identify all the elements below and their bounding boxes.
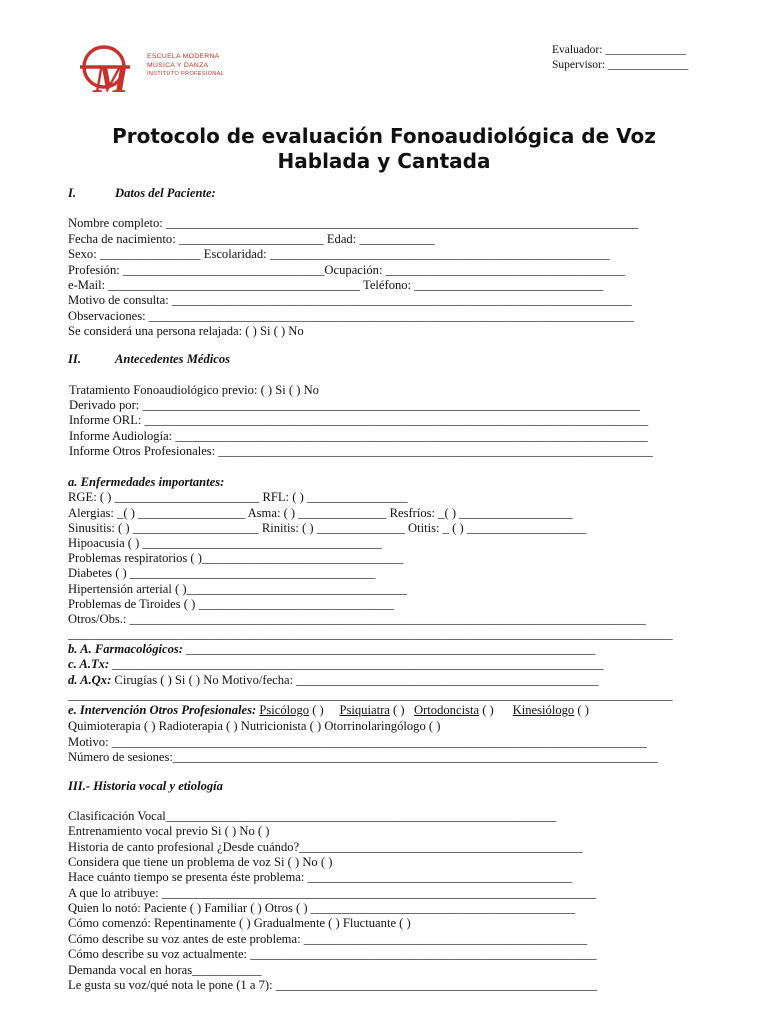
farmacologicos-row[interactable] — [68, 642, 595, 657]
voz-actual-field[interactable]: Cómo describe su voz actualmente: _______________________________________________________ — [68, 947, 597, 961]
clasificacion-vocal-field[interactable]: Clasificación Vocal______________________________________________________________ — [68, 809, 557, 823]
sinusitis-row[interactable]: Sinusitis: ( ) ____________________ Rinitis: ( ) ______________ Otitis: _ ( ) ___________________ — [68, 521, 587, 535]
other-professionals-row — [68, 703, 589, 718]
numero-sesiones-field[interactable]: Número de sesiones:_____________________________________________________________________________ — [68, 750, 658, 764]
logo-text — [147, 52, 224, 80]
psiquiatra-label: Psiquiatra — [339, 703, 390, 717]
email-field[interactable]: e-Mail: ________________________________________ Teléfono: ______________________________ — [68, 278, 604, 292]
atx-row[interactable] — [68, 657, 603, 672]
profesion-field[interactable]: Profesión: ________________________________Ocupación: ______________________________________ — [68, 263, 625, 277]
aqx-extra-line[interactable]: ________________________________________________________________________________________________ — [68, 688, 673, 702]
rge-rfl-field[interactable]: RGE: ( ) _______________________ RFL: ( ) ________________ — [68, 490, 408, 504]
problemas-respiratorios-field[interactable]: Problemas respiratorios ( )________________________________ — [68, 551, 404, 565]
section-2-title: Antecedentes Médicos — [115, 352, 231, 366]
logo-line-1: ESCUELA MODERNA — [147, 53, 220, 60]
motivo-field[interactable]: Motivo de consulta: _________________________________________________________________________ — [68, 293, 632, 307]
voz-antes-field[interactable]: Cómo describe su voz antes de este problema: _____________________________________________ — [68, 932, 588, 946]
section-1-number: I. — [68, 186, 77, 200]
aqx-row[interactable] — [68, 673, 599, 688]
informe-orl-field[interactable]: Informe ORL: ________________________________________________________________________________ — [69, 413, 649, 427]
section-3-title: III.- Historia vocal y etiología — [68, 779, 223, 793]
logo-line-2: MÚSICA Y DANZA — [147, 62, 209, 70]
historia-canto-field[interactable]: Historia de canto profesional ¿Desde cuándo?_____________________________________________ — [68, 840, 583, 854]
kinesiologo-checkbox[interactable]: ( ) — [574, 703, 589, 717]
other-professionals-title: e. Intervención Otros Profesionales: — [68, 703, 257, 717]
logo-line-3: INSTITUTO PROFESIONAL — [147, 71, 225, 78]
supervisor-field[interactable]: Supervisor: ______________ — [552, 59, 689, 71]
hipoacusia-field[interactable]: Hipoacusia ( ) ______________________________________ — [68, 536, 382, 550]
sexo-field[interactable]: Sexo: ________________ Escolaridad: ______________________________________________________ — [68, 247, 610, 261]
header-fields — [552, 43, 688, 73]
hace-cuanto-field[interactable]: Hace cuánto tiempo se presenta éste problema: __________________________________________ — [68, 870, 573, 884]
atx-line[interactable]: ______________________________________________________________________________ — [109, 657, 604, 671]
relajada-field[interactable]: Se considerá una persona relajada: ( ) Si ( ) No — [68, 324, 304, 338]
tiroides-field[interactable]: Problemas de Tiroides ( ) _______________________________ — [68, 597, 394, 611]
farmacologicos-line[interactable]: _________________________________________________________________ — [182, 642, 596, 656]
diabetes-field[interactable]: Diabetes ( ) _______________________________________ — [68, 566, 376, 580]
svg-text:M: M — [93, 56, 129, 98]
quien-noto-field[interactable]: Quien lo notó: Paciente ( ) Familiar ( ) Otros ( ) __________________________________________ — [68, 901, 576, 915]
psicologo-checkbox[interactable]: ( ) — [309, 703, 324, 717]
demanda-vocal-field[interactable]: Demanda vocal en horas___________ — [68, 963, 262, 977]
evaluador-field[interactable]: Evaluador: ______________ — [552, 44, 686, 56]
ortodoncista-checkbox[interactable]: ( ) — [479, 703, 494, 717]
psiquiatra-checkbox[interactable]: ( ) — [389, 703, 405, 717]
considera-problema-field[interactable]: Considera que tiene un problema de voz Si ( ) No ( ) — [68, 855, 333, 869]
section-a-title: a. Enfermedades importantes: — [68, 475, 225, 489]
section-2-number: II. — [68, 352, 81, 366]
atx-label: c. A.Tx: — [68, 657, 110, 671]
title-line-1: Protocolo de evaluación Fonoaudiológica de Voz — [112, 124, 656, 148]
farmacologicos-label: b. A. Farmacológicos: — [68, 642, 183, 656]
professionals-row-2[interactable]: Quimioterapia ( ) Radioterapia ( ) Nutricionista ( ) Otorrinolaringólogo ( ) — [68, 719, 441, 733]
ortodoncista-label: Ortodoncista — [414, 703, 480, 717]
como-comenzo-field[interactable]: Cómo comenzó: Repentinamente ( ) Gradualmente ( ) Fluctuante ( ) — [68, 916, 411, 930]
tratamiento-field[interactable]: Tratamiento Fonoaudiológico previo: ( ) Si ( ) No — [69, 383, 319, 397]
nombre-field[interactable]: Nombre completo: ___________________________________________________________________________ — [68, 216, 639, 230]
hipertension-field[interactable]: Hipertensión arterial ( )___________________________________ — [68, 582, 407, 596]
observaciones-field[interactable]: Observaciones: _____________________________________________________________________________ — [68, 309, 634, 323]
otros-obs-field[interactable]: Otros/Obs.: __________________________________________________________________________________ — [68, 612, 646, 626]
page-title — [0, 124, 768, 174]
fecha-field[interactable]: Fecha de nacimiento: _______________________ Edad: ____________ — [68, 232, 435, 246]
informe-audiologia-field[interactable]: Informe Audiología: ___________________________________________________________________________ — [69, 429, 648, 443]
kinesiologo-label: Kinesiólogo — [512, 703, 575, 717]
entrenamiento-field[interactable]: Entrenamiento vocal previo Si ( ) No ( ) — [68, 824, 270, 838]
informe-otros-field[interactable]: Informe Otros Profesionales: _____________________________________________________________________ — [69, 444, 653, 458]
alergias-row[interactable]: Alergias: _( ) _________________ Asma: ( ) ______________ Resfríos: _( ) __________________ — [68, 506, 573, 520]
motivo-e-field[interactable]: Motivo: _____________________________________________________________________________________ — [68, 735, 647, 749]
psicologo-label: Psicólogo — [259, 703, 310, 717]
section-1-title: Datos del Paciente: — [115, 186, 216, 200]
atribuye-field[interactable]: A que lo atribuye: _____________________________________________________________________ — [68, 886, 597, 900]
aqx-text[interactable]: Cirugías ( ) Si ( ) No Motivo/fecha: ________________________________________________ — [111, 673, 599, 687]
aqx-label: d. A.Qx: — [68, 673, 112, 687]
otros-obs-extra-line[interactable]: ________________________________________________________________________________________________ — [68, 627, 673, 641]
title-line-2: Hablada y Cantada — [277, 149, 491, 173]
nota-voz-field[interactable]: Le gusta su voz/qué nota le pone (1 a 7): ___________________________________________________ — [68, 978, 597, 992]
derivado-field[interactable]: Derivado por: _______________________________________________________________________________ — [69, 398, 640, 412]
